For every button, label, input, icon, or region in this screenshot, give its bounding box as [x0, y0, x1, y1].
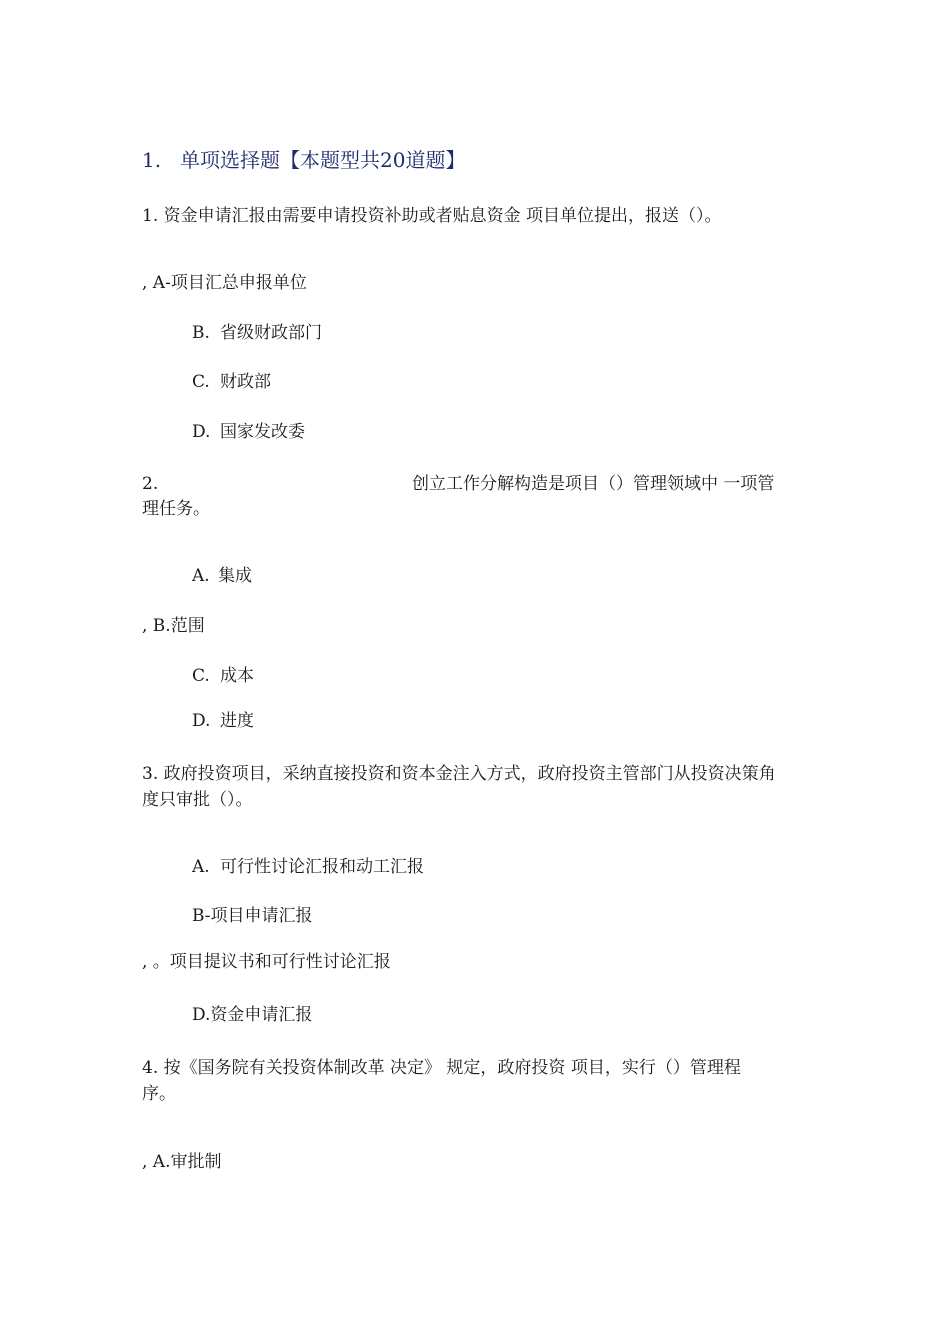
question-4-option-a: , A.审批制 [142, 1152, 222, 1172]
question-2-option-b: , B.范围 [142, 616, 205, 636]
question-1-option-d: D. 国家发改委 [192, 422, 305, 442]
question-4-text-line1: 4. 按《国务院有关投资体制改革 决定》 规定，政府投资 项目，实行（）管理程 [142, 1058, 741, 1078]
question-2-number: 2. [142, 474, 159, 494]
question-3-text-line2: 度只审批（）。 [142, 790, 253, 810]
question-3-text-line1: 3. 政府投资项目，采纳直接投资和资本金注入方式，政府投资主管部门从投资决策角 [142, 764, 776, 784]
question-3-option-c: , 。项目提议书和可行性讨论汇报 [142, 952, 391, 972]
question-3-option-b: B-项目申请汇报 [192, 906, 313, 926]
question-3-option-d: D.资金申请汇报 [192, 1005, 313, 1025]
question-3-option-a: A. 可行性讨论汇报和动工汇报 [192, 857, 424, 877]
section-heading: 单项选择题【本题型共20道题】 [180, 148, 466, 172]
question-1-option-b: B. 省级财政部门 [192, 323, 322, 343]
question-1-option-a: , A-项目汇总申报单位 [142, 273, 307, 293]
question-4-text-line2: 序。 [142, 1084, 176, 1104]
question-2-option-d: D. 进度 [192, 711, 254, 731]
question-2-option-a: A. 集成 [192, 566, 252, 586]
question-1-text: 1. 资金申请汇报由需要申请投资补助或者贴息资金 项目单位提出，报送（）。 [142, 206, 722, 226]
question-2-text-line2: 理任务。 [142, 499, 210, 519]
question-2-option-c: C. 成本 [192, 666, 254, 686]
section-number: 1. [142, 148, 162, 172]
question-1-option-c: C. 财政部 [192, 372, 271, 392]
section-title [142, 146, 465, 174]
question-2-text-line1: 创立工作分解构造是项目（）管理领域中 一项管 [412, 474, 775, 494]
